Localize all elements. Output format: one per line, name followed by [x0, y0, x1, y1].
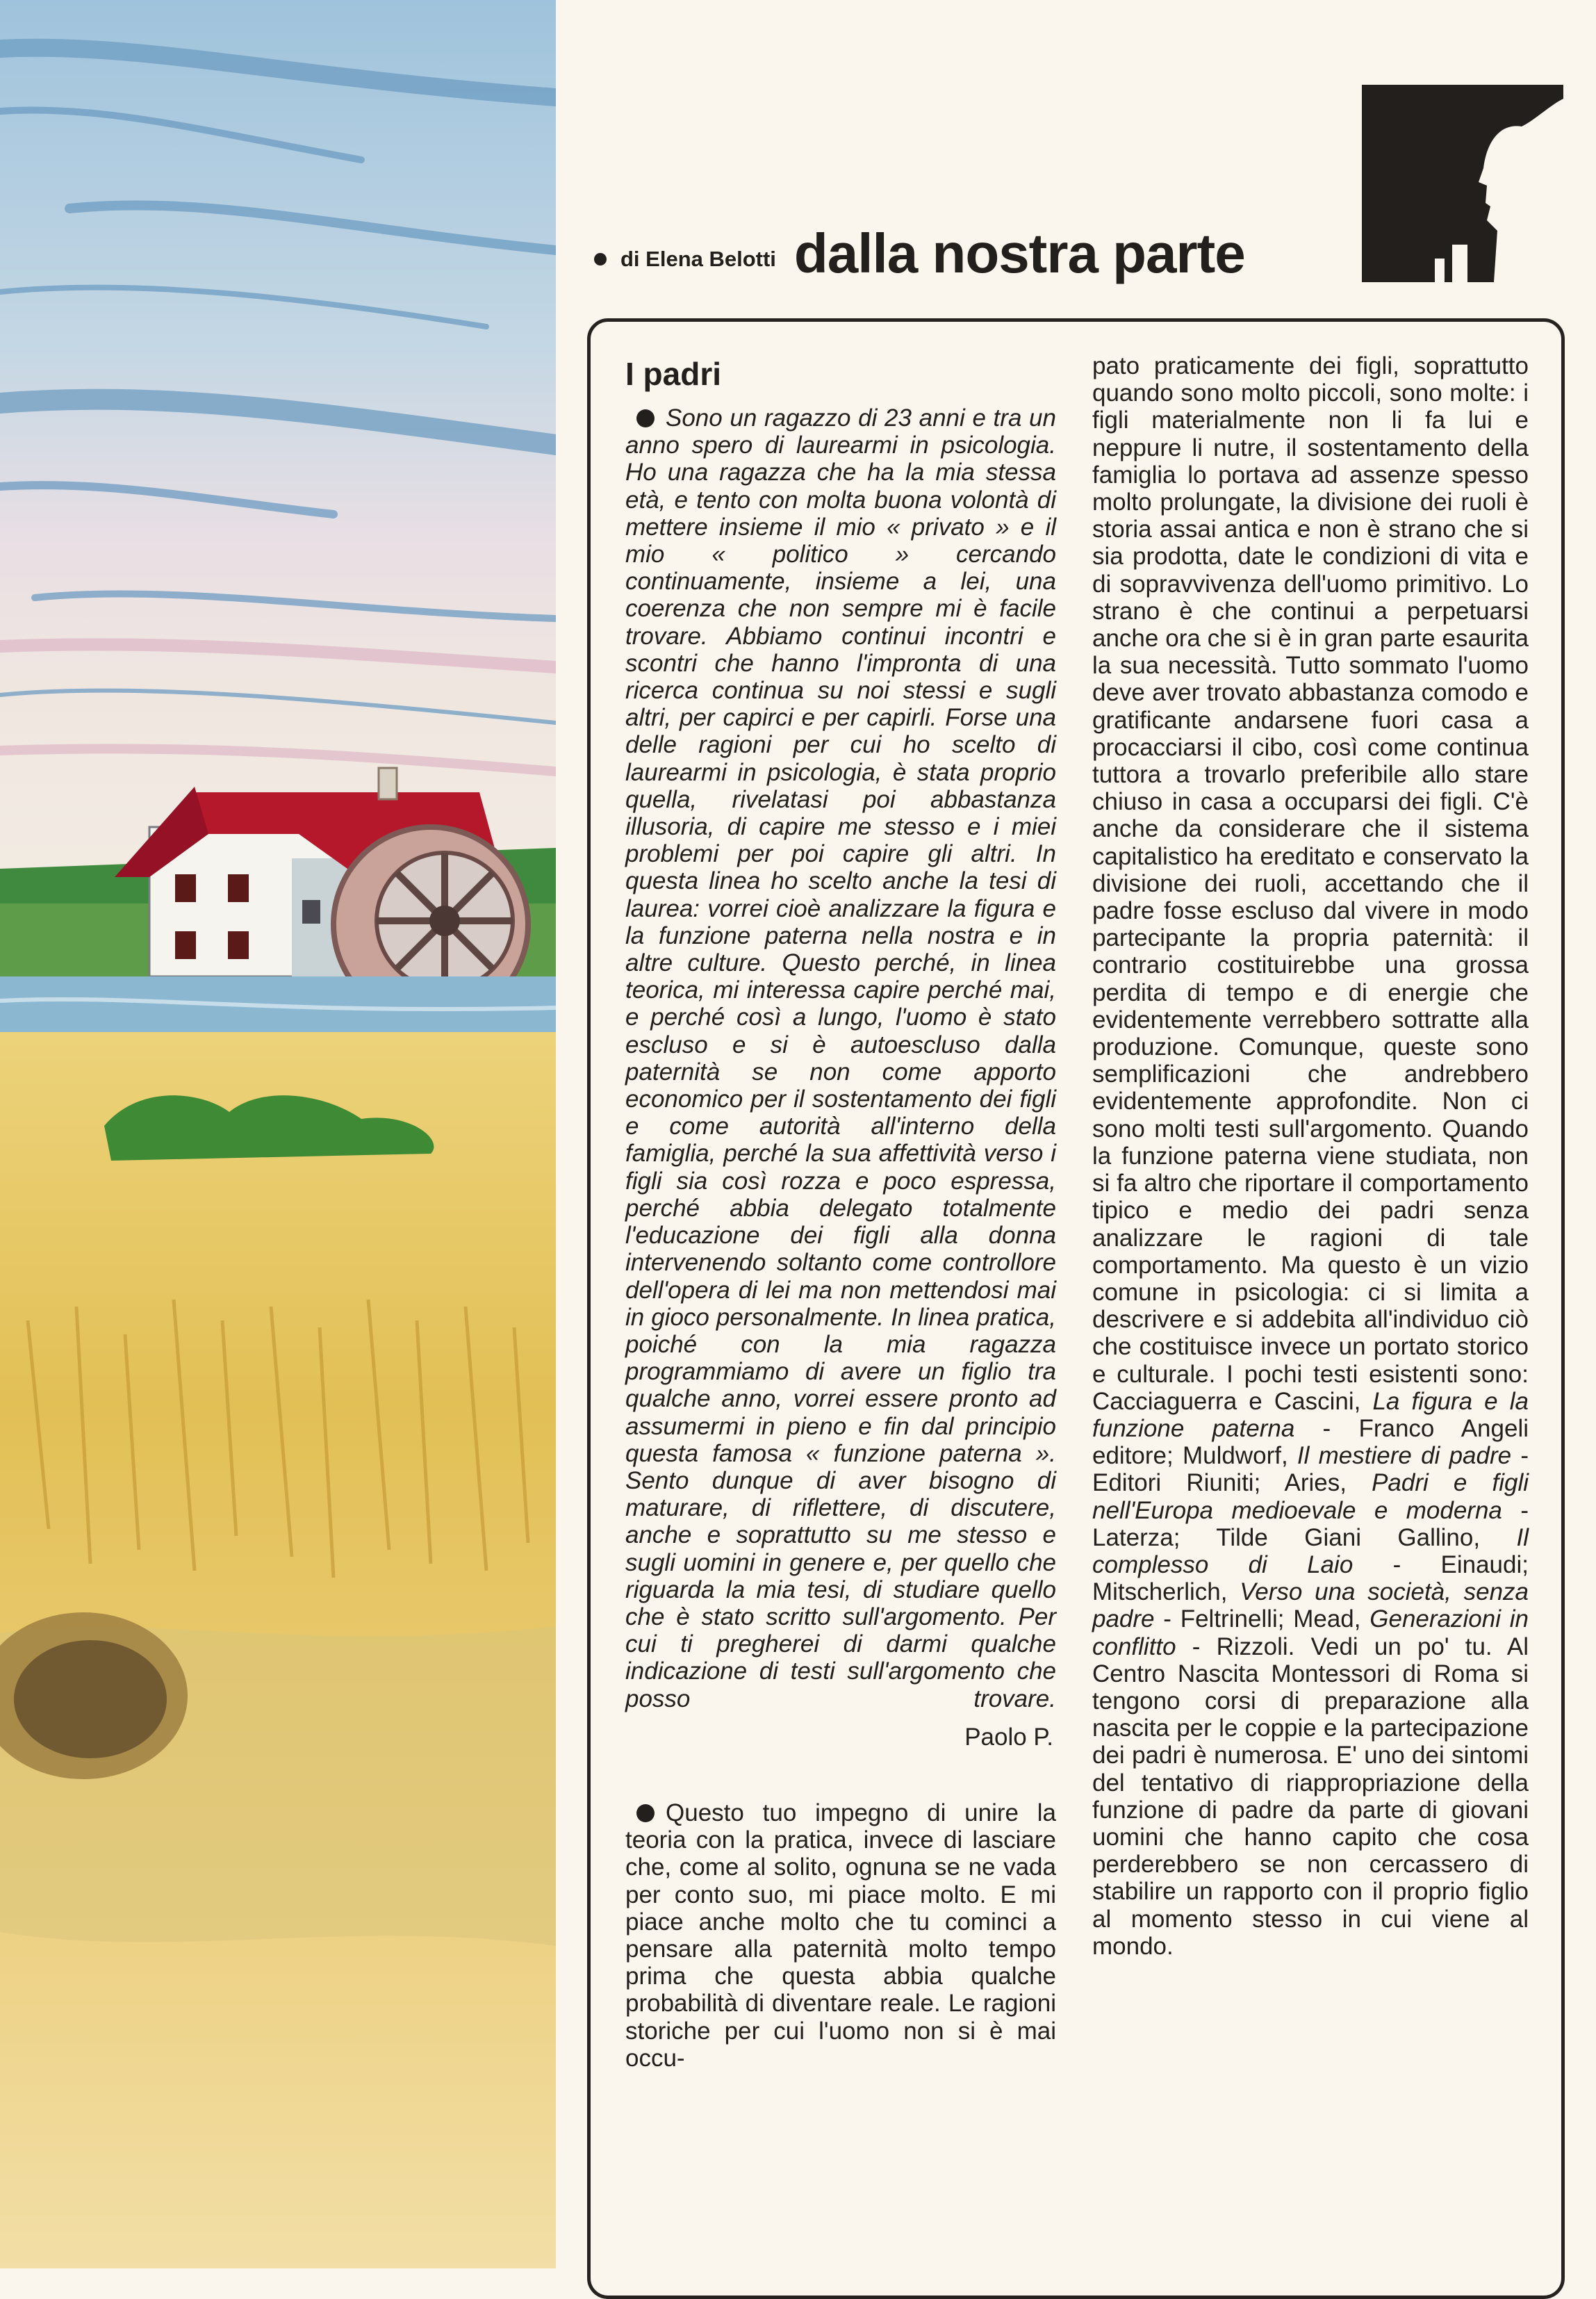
column-header: [594, 222, 1245, 284]
book-publisher: - Laterza; Tilde Giani Gallino,: [1092, 1496, 1529, 1551]
book-publisher: - Franco Angeli editore; Muldworf,: [1092, 1414, 1529, 1470]
bullet-icon: [636, 1804, 655, 1822]
book-publisher: - Feltrinelli; Mead,: [1154, 1605, 1370, 1633]
book-title: Padri e figli nell'Europa medioevale e moderna: [1092, 1469, 1529, 1524]
article-left-column: [625, 356, 1056, 2096]
reader-letter: [625, 404, 1056, 1712]
letter-signature: Paolo P.: [964, 1723, 1053, 1751]
reply-continuation: [1092, 352, 1529, 1960]
book-publisher: - Einaudi; Mitscherlich,: [1092, 1551, 1529, 1606]
reply-text-start: Questo tuo impegno di unire la teoria con la pratica, invece di lasciare che, come al solito, ognuna se ne vada per conto suo, mi piace molto. E mi piace anche molto che tu cominci a pensare alla paternità molto tempo prima che questa abbia qualche probabilità di diventare reale. Le ragioni storiche per cui l'uomo non si è mai occu-: [625, 1799, 1056, 2072]
reply-start: [625, 1799, 1056, 2072]
book-title: Il complesso di Laio: [1092, 1523, 1529, 1578]
book-title: Il mestiere di padre: [1297, 1442, 1512, 1470]
column-title: dalla nostra parte: [793, 222, 1245, 284]
reply-text-continuation: pato praticamente dei figli, soprattutto quando sono molto piccoli, sono molte: i figli materialmente non li fa lui e neppure li nutre, il sostentamento della famiglia lo portava ad assenze spesso molto prolungate, la divisione dei ruoli è storia assai antica e non è strano che si sia prodotta, date le condizioni di vita e di sopravvivenza dell'uomo primitivo. Lo strano è che continui a perpetuarsi anche ora che si è in gran parte esaurita la sua necessità. Tutto sommato l'uomo deve aver trovato abbastanza comodo e gratificante andarsene fuori casa a procacciarsi il cibo, così come continua tuttora a trovarlo preferibile allo stare chiuso in casa a occuparsi dei figli. C'è anche da considerare che il sistema capitalistico ha ereditato e conservato la divisione dei ruoli, accettando che il padre fosse escluso dal vivere in modo partecipante la propria paternità: il contrario costituirebbe una grossa perdita di tempo e di energie che evidentemente verrebbero sottratte alla produzione. Comunque, queste sono semplificazioni che andrebbero evidentemente approfondite. Non ci sono molti testi sull'argomento. Quando la funzione paterna viene studiata, non si fa altro che riportare il comportamento tipico e medio dei padri senza analizzare le ragioni di tale comportamento. Ma questo è un vizio comune in psicologia: ci si limita a descrivere e si addebita all'individuo ciò che costituisce invece un portato storico e culturale. I pochi testi esistenti sono: Cacciaguerra e Cascini,: [1092, 352, 1529, 1415]
article-heading: I padri: [625, 356, 722, 392]
bullet-icon: [594, 253, 607, 265]
landscape-illustration: [0, 0, 556, 2268]
byline: [594, 247, 776, 272]
bullet-icon: [636, 409, 655, 427]
book-title: La figura e la funzione paterna: [1092, 1387, 1529, 1442]
profile-logo-icon: [1362, 85, 1563, 282]
author-name: di Elena Belotti: [620, 247, 776, 271]
reply-text-end: - Rizzoli. Vedi un po' tu. Al Centro Nascita Montessori di Roma si tengono corsi di preparazione alla nascita per le coppie e la partecipazione dei padri è numerosa. E' uno dei sintomi del tentativo di riappropriazione della funzione di padre da parte di giovani uomini che hanno capito che cosa perderebbero se non cercassero di stabilire un rapporto con il proprio figlio al momento stesso in cui viene al mondo.: [1092, 1633, 1529, 1960]
book-title: Verso una società, senza padre: [1092, 1578, 1529, 1633]
book-title: Generazioni in conflitto: [1092, 1605, 1529, 1660]
book-publisher: - Editori Riuniti; Aries,: [1092, 1442, 1529, 1497]
letter-text: Sono un ragazzo di 23 anni e tra un anno spero di laurearmi in psicologia. Ho una ragazza che ha la mia stessa età, e tento con molta buona volontà di mettere insieme il mio « privato » e il mio « politico » cercando continuamente, insieme a lei, una coerenza che non sempre mi è facile trovare. Abbiamo continui incontri e scontri che hanno l'impronta di una ricerca continua su noi stessi e sugli altri, per capirci e per capirli. Forse una delle ragioni per cui ho scelto di laurearmi in psicologia, è stata proprio quella, rivelatasi poi abbastanza illusoria, di capire me stesso e i miei problemi per poi capire gli altri. In questa linea ho scelto anche la tesi di laurea: vorrei cioè analizzare la figura e la funzione paterna nella nostra e in altre culture. Questo perché, in linea teorica, mi interessa capire perché mai, e perché così a lungo, l'uomo è stato escluso e si è autoescluso dalla paternità se non come apporto economico per il sostentamento dei figli e come autorità all'interno della famiglia, perché la sua affettività verso i figli sia così rozza e poco espressa, perché abbia delegato totalmente l'educazione dei figli alla donna intervenendo soltanto come controllore dell'opera di lei ma non mettendosi mai in gioco personalmente. In linea pratica, poiché con la mia ragazza programmiamo di avere un figlio tra qualche anno, vorrei essere pronto ad assumermi in pieno e fin dal principio questa famosa « funzione paterna ». Sento dunque di aver bisogno di maturare, di riflettere, di discutere, anche e soprattutto su me stesso e sugli uomini in genere e, per quello che riguarda la mia tesi, di studiare quello che è stato scritto sull'argomento. Per cui ti pregherei di darmi qualche indicazione di testi sull'argomento che posso trovare.: [625, 404, 1056, 1712]
article-right-column: [1092, 352, 1529, 1960]
